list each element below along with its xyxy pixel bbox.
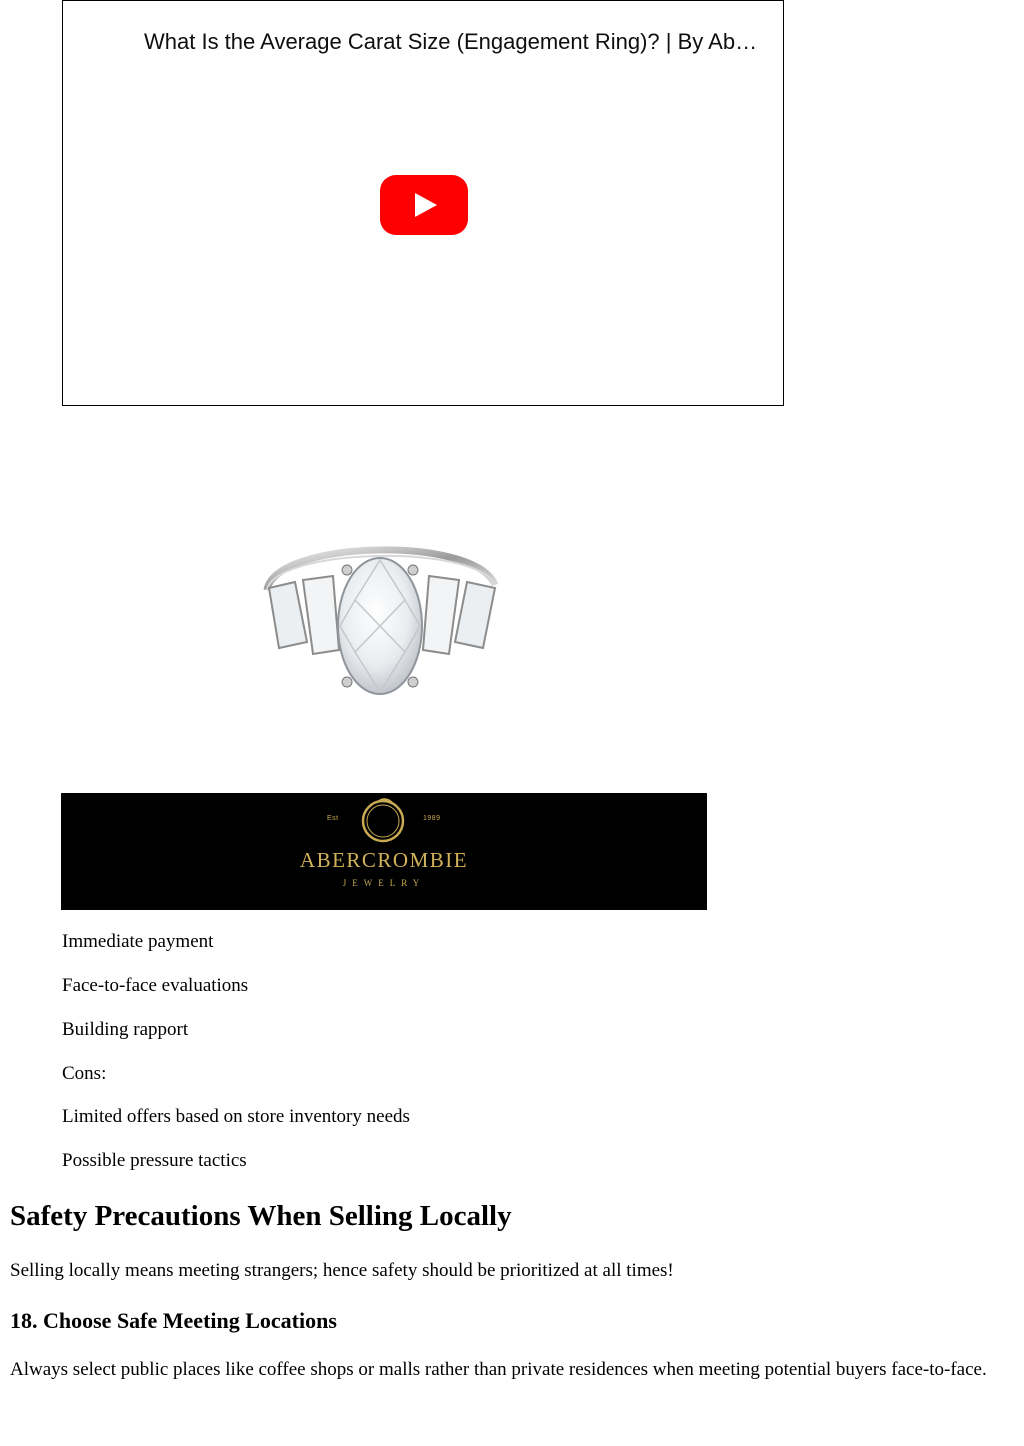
ouroboros-seal-icon (359, 797, 407, 845)
list-item: Building rapport (62, 1019, 189, 1040)
logo-name: ABERCROMBIE (299, 848, 469, 872)
section-heading: Safety Precautions When Selling Locally (10, 1200, 512, 1232)
list-item: Possible pressure tactics (62, 1150, 247, 1171)
subsection-body: Always select public places like coffee shops or malls rather than private residences when meeting potential buyers face-to-face. (10, 1359, 987, 1380)
video-embed[interactable] (62, 0, 784, 406)
list-item: Face-to-face evaluations (62, 975, 249, 996)
abercrombie-logo-banner (61, 793, 707, 910)
logo-subtitle: JEWELRY (342, 878, 426, 888)
youtube-play-icon[interactable] (380, 175, 468, 235)
list-item: Cons: (62, 1063, 107, 1084)
logo-est: Est (327, 815, 339, 822)
section-intro: Selling locally means meeting strangers; hence safety should be prioritized at all times! (10, 1260, 674, 1281)
list-item: Immediate payment (62, 931, 214, 952)
subsection-heading: 18. Choose Safe Meeting Locations (10, 1308, 337, 1333)
ring-image (255, 530, 507, 705)
logo-year: 1989 (423, 815, 441, 822)
list-item: Limited offers based on store inventory needs (62, 1106, 410, 1127)
video-title[interactable]: What Is the Average Carat Size (Engagement Ring)? | By Ab… (144, 29, 758, 54)
